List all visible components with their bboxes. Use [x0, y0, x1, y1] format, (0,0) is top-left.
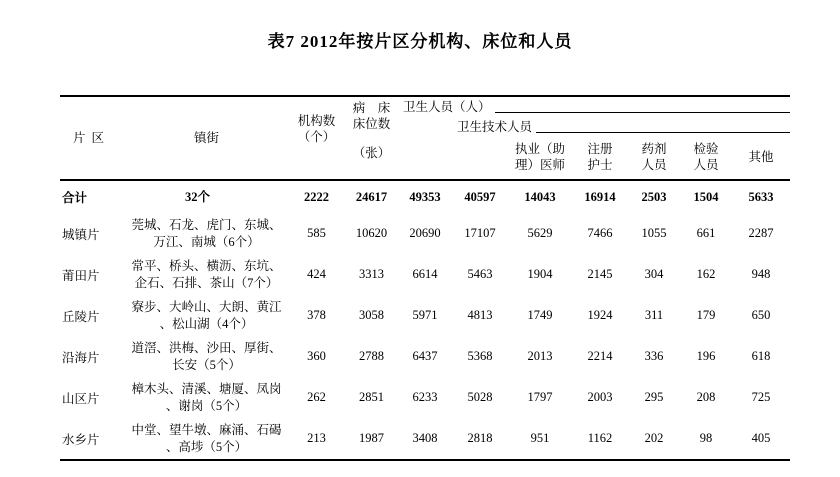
- town-line1: 莞城、石龙、虎门、东城、: [131, 217, 282, 232]
- value-cell: 2013: [527, 349, 553, 363]
- col-header-pharmacists-line1: 药剂: [641, 142, 667, 156]
- value-cell: 5629: [527, 226, 553, 240]
- value-cell: 4813: [467, 308, 493, 322]
- value-cell: 1504: [693, 189, 719, 204]
- value-cell: 202: [644, 431, 664, 445]
- value-cell: 208: [696, 390, 716, 404]
- value-cell: 618: [751, 349, 771, 363]
- header-rule-personnel: [495, 112, 790, 113]
- value-cell: 10620: [355, 226, 388, 240]
- town-cell: [125, 299, 288, 333]
- value-cell: 1749: [527, 308, 553, 322]
- value-cell: 179: [696, 308, 716, 322]
- town-cell: [125, 381, 288, 415]
- town-line2: 、松山湖（4个）: [159, 316, 254, 331]
- value-cell: 725: [751, 390, 771, 404]
- district-cell: 合计: [62, 191, 88, 205]
- value-cell: 311: [644, 308, 664, 322]
- value-cell: 3408: [412, 431, 438, 445]
- col-header-beds-line1: 病 床: [352, 101, 391, 115]
- col-header-nurses-line1: 注册: [587, 142, 613, 156]
- value-cell: 585: [307, 226, 326, 240]
- value-cell: 5463: [467, 267, 493, 281]
- value-cell: 295: [644, 390, 664, 404]
- value-cell: 162: [696, 267, 716, 281]
- value-cell: 2145: [587, 267, 613, 281]
- value-cell: 2222: [304, 189, 329, 204]
- value-cell: 5971: [412, 308, 438, 322]
- col-header-lab-staff: [680, 141, 732, 173]
- table-row: [60, 254, 790, 295]
- value-cell: 49353: [409, 189, 441, 204]
- town-line1: 樟木头、清溪、塘厦、凤岗: [131, 381, 282, 396]
- district-cell: 莆田片: [62, 268, 100, 283]
- col-header-doctors-line2: 理）医师: [514, 158, 565, 172]
- town-line2: 万江、南城（6个）: [153, 234, 260, 249]
- town-line2: 、谢岗（5个）: [165, 398, 248, 413]
- value-cell: 2287: [748, 226, 774, 240]
- value-cell: 1904: [527, 267, 553, 281]
- group-header-health-personnel: [398, 100, 790, 115]
- value-cell: 17107: [464, 226, 496, 240]
- value-cell: 1162: [587, 431, 613, 445]
- value-cell: 951: [530, 431, 550, 445]
- value-cell: 6614: [412, 267, 438, 281]
- town-line1: 常平、桥头、横沥、东坑、: [131, 258, 282, 273]
- page-title: 表7 2012年按片区分机构、床位和人员: [267, 32, 573, 51]
- value-cell: 650: [751, 308, 771, 322]
- town-cell: [125, 258, 288, 292]
- value-cell: 24617: [355, 189, 388, 204]
- value-cell: 40597: [464, 189, 496, 204]
- value-cell: 5028: [467, 390, 493, 404]
- district-cell: 山区片: [62, 391, 100, 406]
- col-header-lab-staff-line2: 人员: [693, 158, 719, 172]
- table-row: [60, 213, 790, 254]
- value-cell: 405: [751, 431, 771, 445]
- group-header-health-tech-label: 卫生技术人员: [457, 120, 533, 134]
- value-cell: 1797: [527, 390, 553, 404]
- town-cell: [125, 422, 288, 456]
- value-cell: 378: [307, 308, 326, 322]
- value-cell: 213: [307, 431, 326, 445]
- value-cell: 6233: [412, 390, 438, 404]
- district-cell: 城镇片: [62, 227, 100, 242]
- town-cell: [125, 340, 288, 374]
- col-header-district: 片区: [73, 131, 111, 145]
- table-row: [60, 295, 790, 336]
- value-cell: 336: [644, 349, 664, 363]
- value-cell: 6437: [412, 349, 438, 363]
- col-header-institutions: [288, 113, 345, 145]
- value-cell: 424: [307, 267, 326, 281]
- value-cell: 2003: [587, 390, 613, 404]
- col-header-beds-line2: 床位数: [352, 117, 391, 131]
- table-header: [60, 97, 790, 181]
- value-cell: 14043: [524, 189, 556, 204]
- group-header-health-tech: [452, 120, 790, 135]
- col-header-nurses-line2: 护士: [587, 158, 613, 172]
- col-header-doctors: [508, 141, 572, 173]
- col-header-pharmacists-line2: 人员: [641, 158, 667, 172]
- town-line1: 中堂、望牛墩、麻涌、石碣: [131, 422, 282, 437]
- col-header-pharmacists: [628, 141, 680, 173]
- value-cell: 2503: [641, 189, 667, 204]
- table-row: [60, 377, 790, 418]
- town-cell: 32个: [185, 189, 211, 204]
- value-cell: 5633: [748, 189, 774, 204]
- col-header-doctors-line1: 执业（助: [514, 142, 565, 156]
- value-cell: 262: [307, 390, 326, 404]
- col-header-beds: [345, 100, 398, 161]
- value-cell: 196: [696, 349, 716, 363]
- value-cell: 3058: [359, 308, 384, 322]
- value-cell: 2214: [587, 349, 613, 363]
- col-header-lab-staff-line1: 检验: [693, 142, 719, 156]
- value-cell: 5368: [467, 349, 493, 363]
- town-line1: 寮步、大岭山、大朗、黄江: [131, 299, 282, 314]
- header-rule-tech: [536, 132, 790, 133]
- table-row-total: [60, 181, 790, 213]
- table-row: [60, 336, 790, 377]
- value-cell: 98: [699, 431, 713, 445]
- value-cell: 1987: [359, 431, 384, 445]
- value-cell: 1055: [641, 226, 667, 240]
- col-header-beds-line3: （张）: [352, 146, 391, 160]
- district-cell: 丘陵片: [62, 309, 100, 324]
- col-header-other: 其他: [748, 150, 774, 164]
- value-cell: 16914: [584, 189, 616, 204]
- value-cell: 7466: [587, 226, 613, 240]
- col-header-town: 镇街: [193, 131, 219, 145]
- value-cell: 3313: [359, 267, 384, 281]
- group-header-health-personnel-label: 卫生人员（人）: [403, 100, 491, 114]
- value-cell: 948: [751, 267, 771, 281]
- value-cell: 2818: [467, 431, 493, 445]
- district-cell: 沿海片: [62, 350, 100, 365]
- value-cell: 304: [644, 267, 664, 281]
- value-cell: 2788: [359, 349, 384, 363]
- town-line2: 长安（5个）: [172, 357, 241, 372]
- value-cell: 360: [307, 349, 326, 363]
- town-line2: 、高埗（5个）: [165, 439, 248, 454]
- table-row: [60, 418, 790, 459]
- district-cell: 水乡片: [62, 432, 100, 447]
- town-line1: 道滘、洪梅、沙田、厚街、: [131, 340, 282, 355]
- town-line2: 企石、石排、茶山（7个）: [134, 275, 279, 290]
- value-cell: 20690: [409, 226, 441, 240]
- value-cell: 1924: [587, 308, 613, 322]
- value-cell: 661: [696, 226, 716, 240]
- town-cell: [125, 217, 288, 251]
- col-header-institutions-line2: （个）: [297, 130, 336, 144]
- col-header-institutions-line1: 机构数: [297, 114, 336, 128]
- statistics-table: [60, 95, 790, 461]
- table-body: [60, 181, 790, 459]
- value-cell: 2851: [359, 390, 384, 404]
- col-header-nurses: [572, 141, 628, 173]
